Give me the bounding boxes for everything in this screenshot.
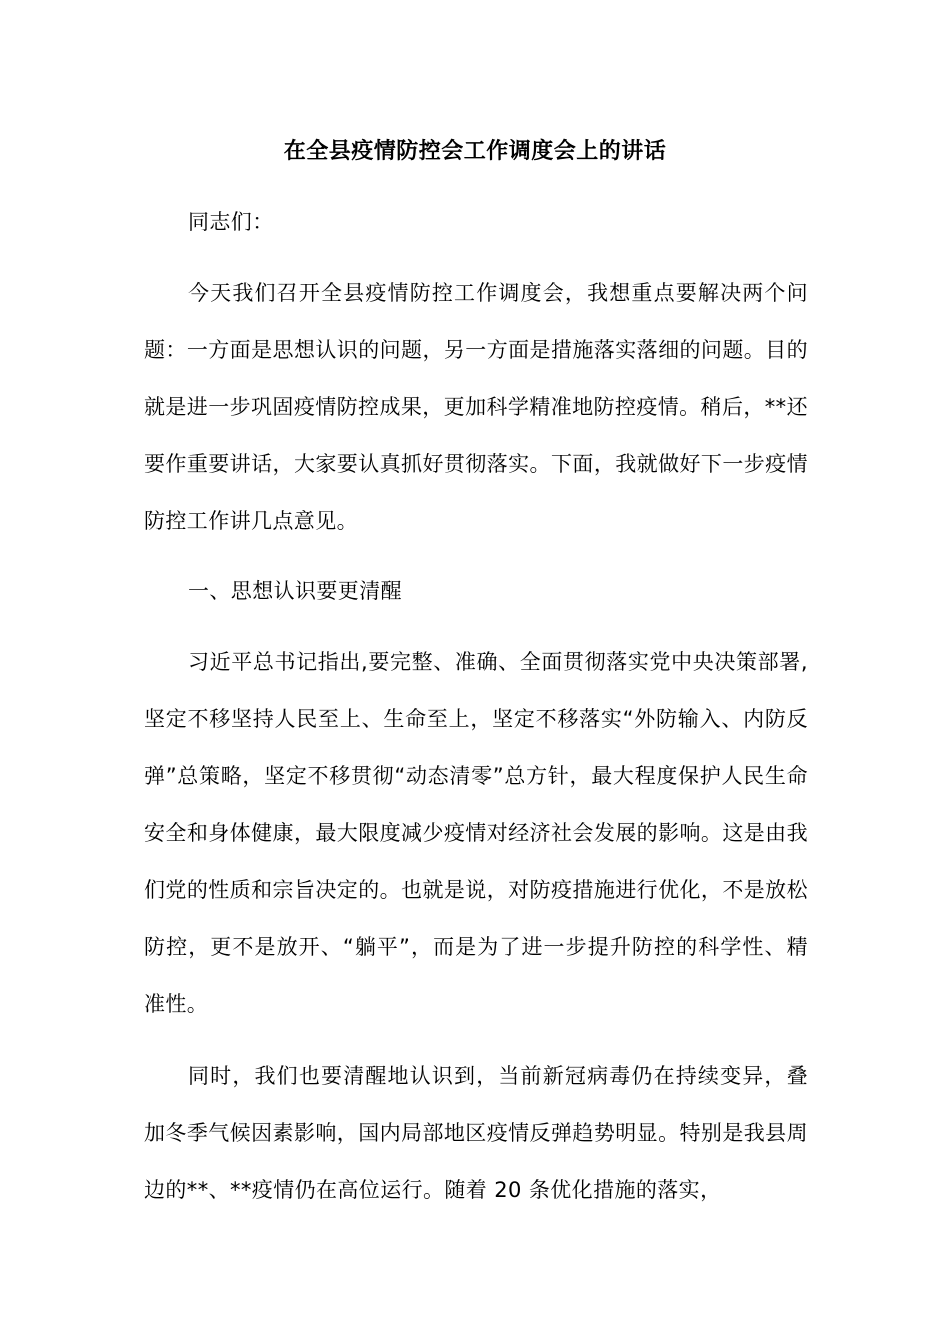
paragraph-section-1: 习近平总书记指出,要完整、准确、全面贯彻落实党中央决策部署,坚定不移坚持人民至上、生命至上，坚定不移落实“外防输入、内防反弹”总策略，坚定不移贯彻“动态清零”总方针，最大程度保护人民生命安全和身体健康，最大限度减少疫情对经济社会发展的影响。这是由我们党的性质和宗旨决定的。也就是说，对防疫措施进行优化，不是放松防控，更不是放开、“躺平”，而是为了进一步提升防控的科学性、精准性。 xyxy=(144,650,808,1016)
document-title: 在全县疫情防控会工作调度会上的讲话 xyxy=(283,139,667,164)
paragraph-section-1-continued: 同时，我们也要清醒地认识到，当前新冠病毒仍在持续变异，叠加冬季气候因素影响，国内局部地区疫情反弹趋势明显。特别是我县周边的**、**疫情仍在高位运行。随着 20 条优化措施的落实， xyxy=(144,1064,808,1202)
greeting: 同志们： xyxy=(188,210,274,234)
paragraph-intro: 今天我们召开全县疫情防控工作调度会，我想重点要解决两个问题：一方面是思想认识的问题，另一方面是措施落实落细的问题。目的就是进一步巩固疫情防控成果，更加科学精准地防控疫情。稍后，**还要作重要讲话，大家要认真抓好贯彻落实。下面，我就做好下一步疫情防控工作讲几点意见。 xyxy=(144,281,808,533)
section-heading-1: 一、思想认识要更清醒 xyxy=(188,579,402,603)
